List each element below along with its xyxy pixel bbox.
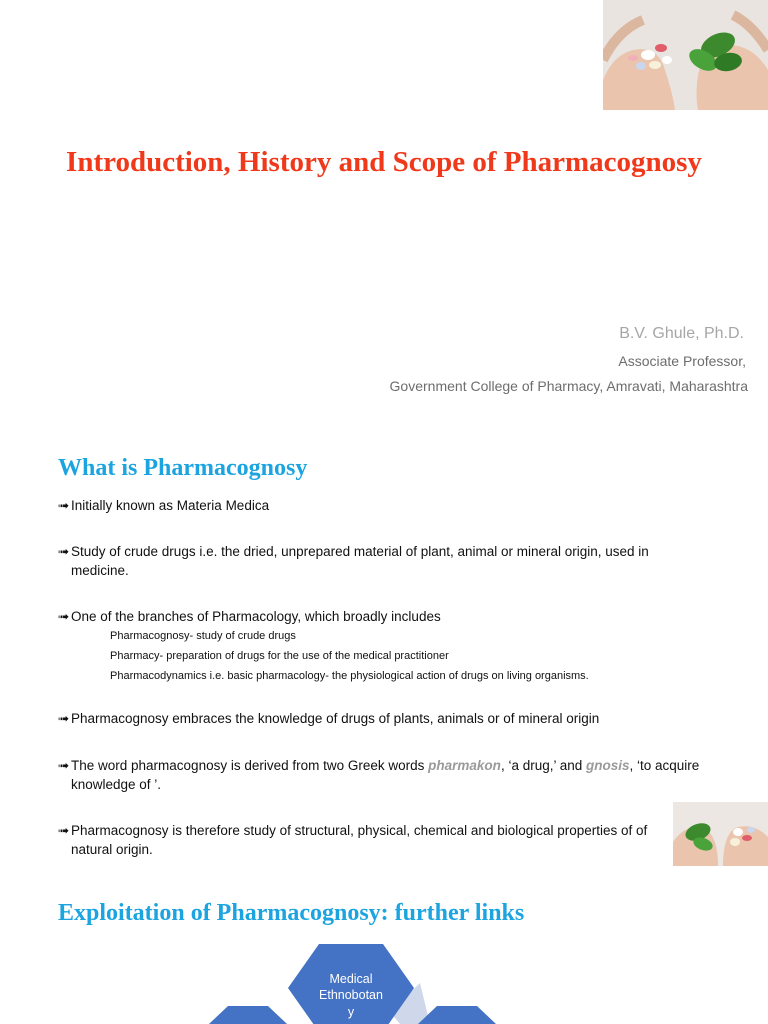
arrow-bullet-icon: ➟ (58, 544, 70, 559)
sub-bullet: Pharmacognosy- study of crude drugs (110, 630, 296, 642)
bullet-item: ➟ Pharmacognosy embraces the knowledge of drugs of plants, animals or of mineral origin (58, 711, 600, 726)
bullet-item: ➟ Initially known as Materia Medica (58, 498, 270, 513)
hexagon-left (209, 1006, 287, 1024)
sub-bullet: Pharmacy- preparation of drugs for the use of the medical practitioner (110, 650, 449, 662)
bullet-item: ➟ Pharmacognosy is therefore study of structural, physical, chemical and biological properties of of natural origin. (58, 823, 648, 857)
hands-pills-leaves-image (603, 0, 768, 110)
slide-heading: What is Pharmacognosy (58, 455, 308, 481)
slide-title: Introduction, History and Scope of Pharmacognosy (66, 146, 702, 178)
hexagon-label-line: y (347, 1005, 355, 1019)
arrow-bullet-icon: ➟ (58, 711, 70, 726)
greek-word: pharmakon (428, 758, 501, 773)
author-name: B.V. Ghule, Ph.D. (619, 325, 744, 342)
hexagon-label-line: Medical (329, 972, 373, 986)
author-role: Associate Professor, (618, 353, 746, 369)
exploitation-slide (0, 868, 768, 1024)
hexagon-right (418, 1006, 496, 1024)
title-slide (0, 0, 768, 420)
hexagon-label-line: Ethnobotan (319, 988, 383, 1002)
bullet-item: ➟ One of the branches of Pharmacology, which broadly includes (58, 609, 441, 624)
arrow-bullet-icon: ➟ (58, 609, 70, 624)
bullet-item: ➟ Study of crude drugs i.e. the dried, unprepared material of plant, animal or mineral origin, used in medicine. (58, 544, 649, 578)
author-institution: Government College of Pharmacy, Amravati, Maharashtra (389, 378, 748, 394)
greek-word: gnosis (586, 758, 630, 773)
what-is-pharmacognosy-slide (0, 420, 768, 868)
slide-heading: Exploitation of Pharmacognosy: further links (58, 900, 525, 926)
bullet-item: ➟ The word pharmacognosy is derived from two Greek words pharmakon, ‘a drug,’ and gnosis, ‘to acquire knowledge of ’. (58, 758, 700, 792)
hexagon-diagram (0, 868, 768, 1024)
arrow-bullet-icon: ➟ (58, 498, 70, 513)
sub-bullet: Pharmacodynamics i.e. basic pharmacology- the physiological action of drugs on living organisms. (110, 670, 589, 682)
arrow-bullet-icon: ➟ (58, 758, 70, 773)
hands-pills-leaves-image (673, 802, 768, 866)
arrow-bullet-icon: ➟ (58, 823, 70, 838)
